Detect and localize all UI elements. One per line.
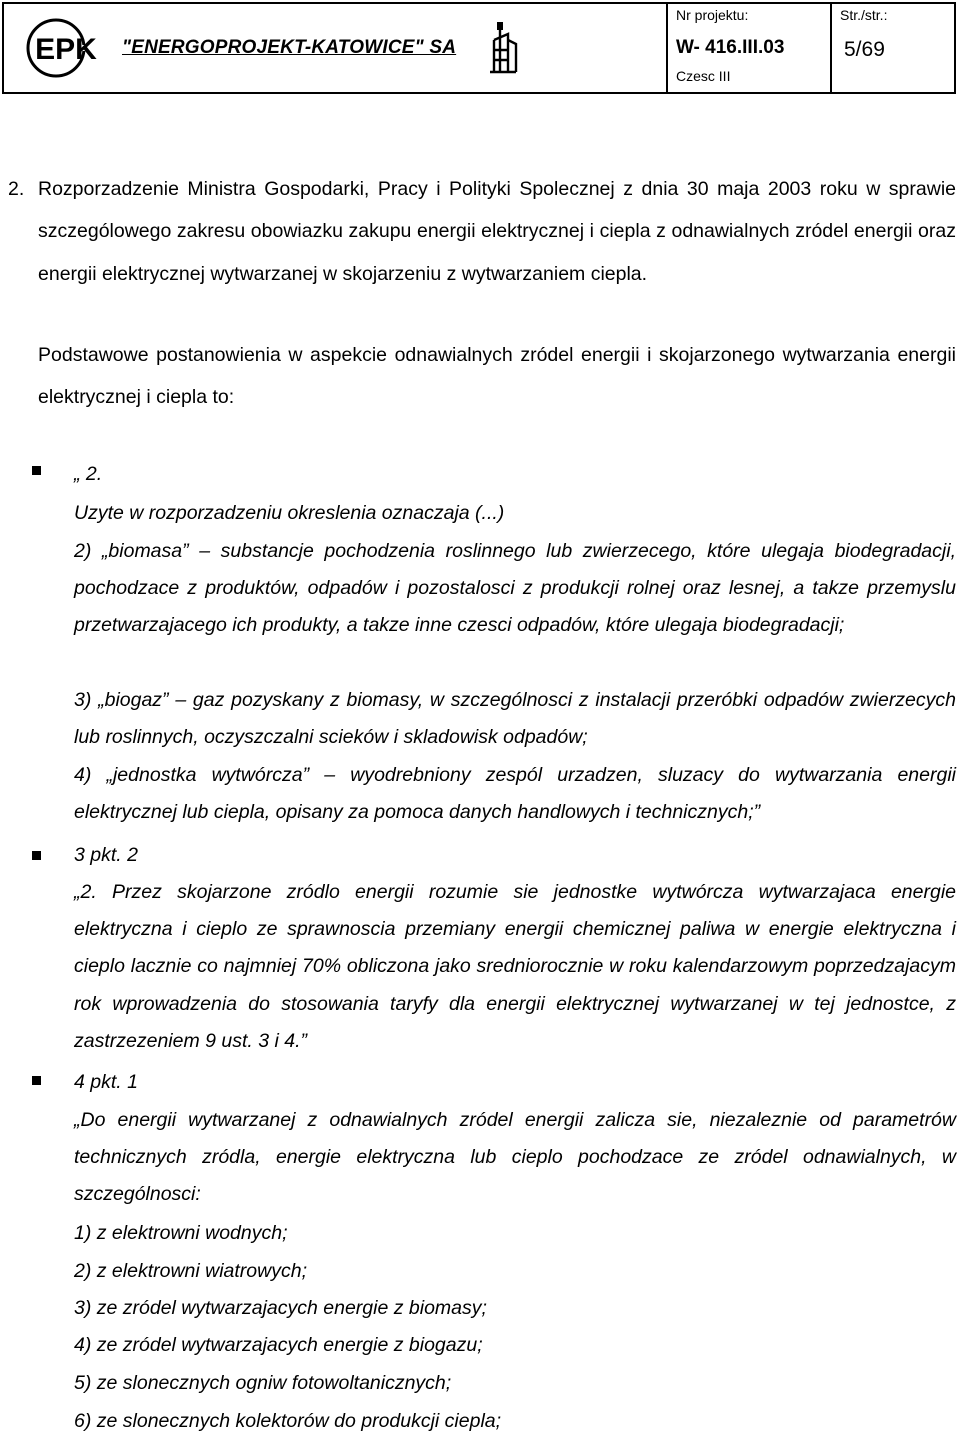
summary-paragraph: Podstawowe postanowienia w aspekcie odnawialnych zródel energii i skojarzonego wytwarzania energii elektrycznej i ciepla to: — [38, 344, 956, 409]
project-number: W- 416.III.03 — [676, 37, 785, 58]
list-item: 5) ze slonecznych ogniw fotowoltanicznych; — [74, 1372, 452, 1394]
svg-text:EPK: EPK — [35, 33, 97, 66]
section-heading: „ 2. — [74, 463, 103, 485]
page-number: 5/69 — [844, 38, 885, 61]
definition-line: Uzyte w rozporzadzeniu okreslenia oznaczaja (...) — [74, 502, 505, 524]
list-item: 4) ze zródel wytwarzajacych energie z biogazu; — [74, 1334, 483, 1356]
section-text: „2. Przez skojarzone zródlo energii rozumie sie jednostke wytwórcza wytwarzajaca energie elektryczna i cieplo ze sprawnoscia przemiany energii chemicznej paliwa w energie elektryczna i cieplo lacznie co najmniej 70% obliczona jako sredniorocznie w roku kalendarzowym poprzedzajacym rok wprowadzenia do stosowania taryfy dla energii elektrycznej wytwarzanej w tej jednostce, z zastrzezeniem 9 ust. 3 i 4.” — [74, 881, 956, 1052]
company-cell — [4, 4, 668, 92]
definition-biomasa: 2) „biomasa” – substancje pochodzenia roslinnego lub zwierzecego, które ulegaja biodegradacji, pochodzace z produktów, odpadów i pozostalosci z produkcji rolnej oraz lesnej, a takze przemyslu przetwarzajacego ich produkty, a takze inne czesci odpadów, które ulegaja biodegradacji; — [74, 540, 956, 637]
definition-biogaz: 3) „biogaz” – gaz pozyskany z biomasy, w szczególnosci z instalacji przeróbki odpadów zwierzecych lub roslinnych, oczyszczalni scieków i skladowisk odpadów; — [74, 689, 956, 749]
bullet-icon — [32, 851, 41, 860]
tower-icon — [486, 20, 520, 76]
intro-paragraph: Rozporzadzenie Ministra Gospodarki, Pracy i Polityki Spolecznej z dnia 30 maja 2003 roku w sprawie szczególowego zakresu obowiazku zakupu energii elektrycznej i ciepla z odnawialnych zródel energii oraz energii elektrycznej wytwarzanej w skojarzeniu z wytwarzaniem ciepla. — [38, 178, 956, 285]
item-number: 2. — [8, 178, 25, 200]
list-item: 6) ze slonecznych kolektorów do produkcji ciepla; — [74, 1410, 502, 1432]
project-label: Nr projektu: — [676, 7, 749, 23]
bullet-icon — [32, 466, 41, 475]
section-text: „Do energii wytwarzanej z odnawialnych zródel energii zalicza sie, niezaleznie od parametrów technicznych zródla, energie elektryczna lub cieplo pochodzace ze zródel odnawialnych, w szczególnosci: — [74, 1109, 956, 1206]
project-cell — [668, 4, 832, 92]
section-heading: 3 pkt. 2 — [74, 844, 138, 866]
epk-logo-icon — [26, 18, 106, 78]
definition-jednostka: 4) „jednostka wytwórcza” – wyodrebniony zespól urzadzen, sluzacy do wytwarzania energii elektrycznej lub ciepla, opisany za pomoca danych handlowych i technicznych;” — [74, 764, 956, 824]
list-item: 3) ze zródel wytwarzajacych energie z biomasy; — [74, 1297, 487, 1319]
list-item: 1) z elektrowni wodnych; — [74, 1222, 288, 1244]
project-part: Czesc III — [676, 68, 731, 84]
page-label: Str./str.: — [840, 7, 888, 23]
bullet-icon — [32, 1076, 41, 1085]
list-item: 2) z elektrowni wiatrowych; — [74, 1260, 307, 1282]
document-header — [2, 2, 956, 94]
section-heading: 4 pkt. 1 — [74, 1071, 138, 1093]
page-cell — [832, 4, 954, 92]
company-name: "ENERGOPROJEKT-KATOWICE" SA — [122, 37, 457, 58]
